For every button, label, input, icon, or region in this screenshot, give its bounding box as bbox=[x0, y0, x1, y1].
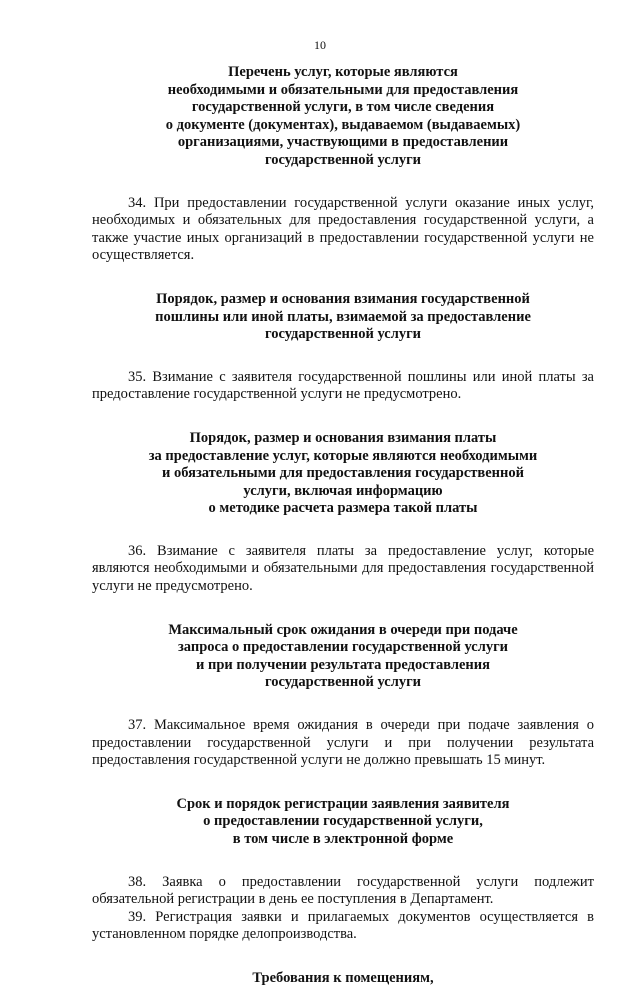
heading-line: государственной услуги bbox=[264, 326, 422, 343]
paragraph-34: 34. При предоставлении государственной услуги оказание иных услуг, необходимых и обязательных для предоставления государственной услуги, а также участие иных организаций в предоставлении государственной услуги не осуществляется. bbox=[92, 194, 594, 264]
heading-line: запроса о предоставлении государственной услуги bbox=[177, 639, 509, 656]
heading-line: государственной услуги bbox=[264, 151, 422, 168]
heading-line: о предоставлении государственной услуги, bbox=[203, 813, 483, 830]
heading-line: государственной услуги bbox=[264, 674, 422, 691]
heading-line: услуги, включая информацию bbox=[243, 482, 443, 499]
section-heading bbox=[92, 430, 594, 518]
heading-line: о документе (документах), выдаваемом (выдаваемых) bbox=[165, 116, 521, 133]
document-body bbox=[92, 64, 594, 988]
heading-line: и обязательными для предоставления государственной bbox=[162, 465, 524, 482]
heading-line: и при получении результата предоставления bbox=[196, 656, 490, 673]
heading-line: о методике расчета размера такой платы bbox=[208, 500, 478, 517]
heading-line: Порядок, размер и основания взимания государственной bbox=[156, 290, 530, 307]
section-heading bbox=[92, 970, 594, 988]
heading-line: необходимыми и обязательными для предоставления bbox=[167, 81, 519, 98]
heading-line: в том числе в электронной форме bbox=[232, 831, 454, 847]
paragraph-36: 36. Взимание с заявителя платы за предоставление услуг, которые являются необходимыми и обязательными для предоставления государственной услуги не предусмотрено. bbox=[92, 542, 594, 595]
page-number: 10 bbox=[314, 38, 326, 52]
section-heading bbox=[92, 622, 594, 692]
heading-line: организациями, участвующими в предоставлении bbox=[177, 134, 509, 151]
section-heading bbox=[92, 64, 594, 170]
heading-line: за предоставление услуг, которые являются необходимыми bbox=[148, 447, 538, 464]
section-heading bbox=[92, 291, 594, 344]
paragraph-39: 39. Регистрация заявки и прилагаемых документов осуществляется в установленном порядке делопроизводства. bbox=[92, 908, 594, 943]
heading-line: Порядок, размер и основания взимания платы bbox=[189, 429, 497, 446]
paragraph-37: 37. Максимальное время ожидания в очереди при подаче заявления о предоставлении государственной услуги и при получении результата предоставления государственной услуги не должно превышать 15 минут. bbox=[92, 717, 594, 769]
heading-line: пошлины или иной платы, взимаемой за предоставление bbox=[155, 308, 531, 325]
heading-line: Максимальный срок ожидания в очереди при подаче bbox=[168, 621, 518, 638]
paragraph-38: 38. Заявка о предоставлении государственной услуги подлежит обязательной регистрации в день ее поступления в Департамент. bbox=[92, 873, 594, 908]
paragraph-35: 35. Взимание с заявителя государственной пошлины или иной платы за предоставление государственной услуги не предусмотрено. bbox=[92, 368, 594, 403]
heading-line: Требования к помещениям, bbox=[252, 969, 434, 986]
heading-line: Срок и порядок регистрации заявления заявителя bbox=[176, 795, 510, 812]
section-heading bbox=[92, 796, 594, 849]
heading-line: Перечень услуг, которые являются bbox=[228, 64, 458, 80]
heading-line: государственной услуги, в том числе сведения bbox=[191, 99, 495, 116]
